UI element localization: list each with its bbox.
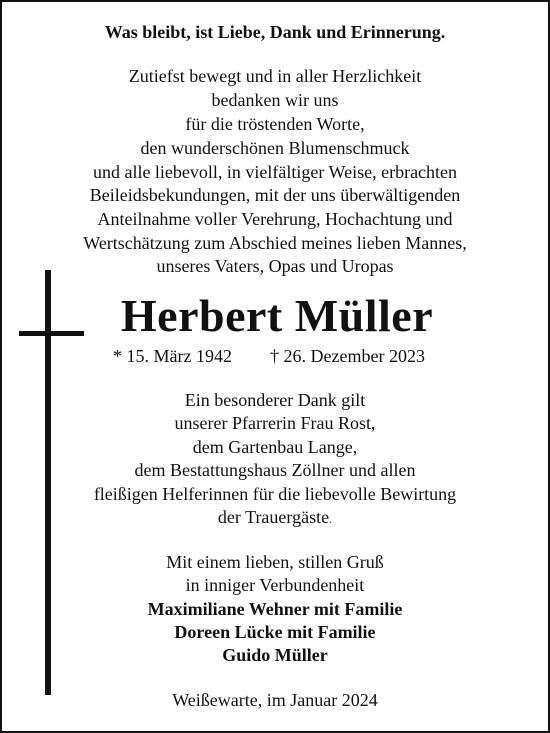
birth-date: * 15. März 1942 [113,346,232,366]
thanks-line-3: für die tröstenden Worte, [185,114,365,134]
greeting-line-2: in inniger Verbundenheit [185,575,365,595]
thanks-line-8: Wertschätzung zum Abschied meines lieben Mannes, [83,233,467,253]
thanks-line-2: bedanken wir uns [211,90,339,110]
thanks-line-5: und alle liebevoll, in vielfältiger Weise, erbrachten [92,162,458,182]
thanks-line-9: unseres Vaters, Opas und Uropas [156,256,394,276]
place-date: Weißewarte, im Januar 2024 [172,690,378,710]
special-thanks-line-6 [0,505,550,531]
signatory-2: Doreen Lücke mit Familie [174,622,376,642]
special-thanks-line-1: Ein besonderer Dank gilt [184,390,366,410]
special-thanks-line-2: unserer Pfarrerin Frau Rost, [174,413,376,433]
special-thanks-line-3: dem Gartenbau Lange, [192,437,358,457]
thanks-line-6: Beileidsbekundungen, mit der uns überwältigenden [89,185,461,205]
special-thanks-period: . [329,512,333,526]
headline: Was bleibt, ist Liebe, Dank und Erinnerung. [104,22,446,42]
deceased-name: Herbert Müller [120,290,434,341]
special-thanks-line-6-text: der Trauergäste [217,507,330,527]
thanks-line-7: Anteilnahme voller Verehrung, Hochachtung und [97,209,453,229]
thanks-line-1: Zutiefst bewegt und in aller Herzlichkeit [128,66,422,86]
death-date: † 26. Dezember 2023 [270,346,425,366]
special-thanks-line-4: dem Bestattungshaus Zöllner und allen [134,460,416,480]
greeting-line-1: Mit einem lieben, stillen Gruß [166,552,384,572]
special-thanks-line-5: fleißigen Helferinnen für die liebevolle Bewirtung [93,484,457,504]
signatory-1: Maximiliane Wehner mit Familie [147,599,403,619]
signatory-3: Guido Müller [222,645,328,665]
thanks-line-4: den wunderschönen Blumenschmuck [140,138,410,158]
